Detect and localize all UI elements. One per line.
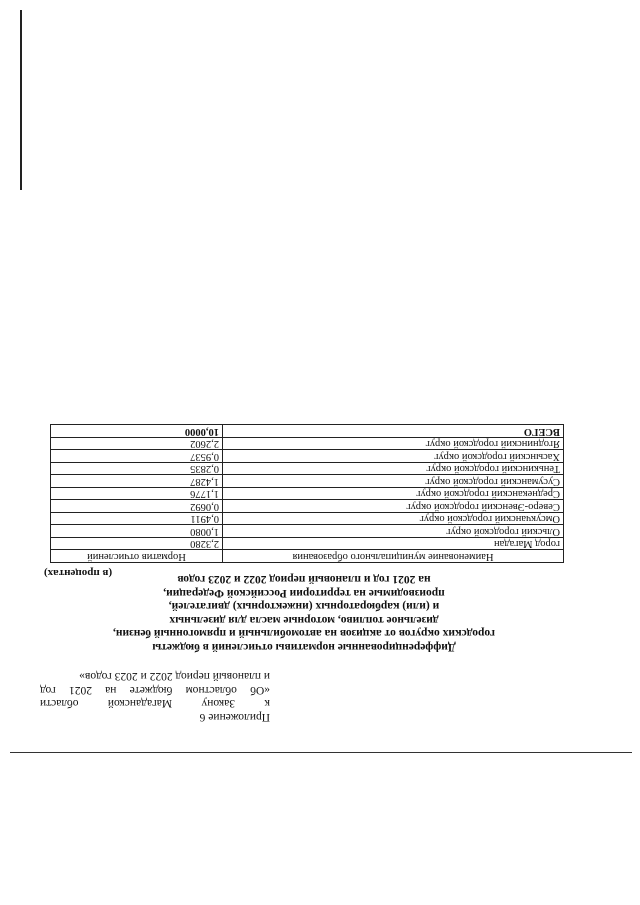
appendix-label: Приложение 6 [199, 711, 270, 723]
norm-value: 0,9537 [51, 450, 223, 463]
municipality-name: Северо-Эвенский городской округ [223, 500, 564, 513]
title-line: и (или) карбюраторных (инжекторных) двигателей, [168, 600, 440, 613]
municipality-name: Сусуманский городской округ [223, 475, 564, 488]
table-row [51, 500, 564, 513]
title-line: на 2021 год и плановый период 2022 и 2023 годов [177, 573, 431, 586]
table-row [51, 463, 564, 476]
norm-value: 0,4911 [51, 513, 223, 526]
total-value: 10,0000 [51, 425, 223, 438]
table-row [51, 525, 564, 538]
header-municipality: Наименование муниципального образования [223, 550, 564, 563]
header-norm: Норматив отчислений [51, 550, 223, 563]
document-title [40, 571, 568, 653]
norm-value: 0,2835 [51, 463, 223, 476]
table-header-row [51, 550, 564, 563]
total-label: ВСЕГО [223, 425, 564, 438]
appendix-line-1: к Закону Магаданской области [40, 697, 270, 710]
norm-value: 2,2602 [51, 438, 223, 451]
title-line: Дифференцированные нормативы отчислений в бюджеты [152, 641, 456, 653]
title-line: производимые на территории Российской Федерации, [163, 586, 445, 599]
table-row [51, 488, 564, 501]
norms-table [50, 425, 564, 564]
norm-value: 1,1776 [51, 488, 223, 501]
norm-value: 1,4287 [51, 475, 223, 488]
municipality-name: Омсукчанский городской округ [223, 513, 564, 526]
norm-value: 0,0692 [51, 500, 223, 513]
municipality-name: Хасынский городской округ [223, 450, 564, 463]
title-line: дизельное топливо, моторные масла для дизельных [169, 613, 439, 626]
municipality-name: Ягоднинский городской округ [223, 438, 564, 451]
norm-value: 2,3280 [51, 538, 223, 551]
norm-value: 1,0080 [51, 525, 223, 538]
municipality-name: Среднеканский городской округ [223, 488, 564, 501]
appendix-reference [40, 669, 270, 723]
municipality-name: город Магадан [223, 538, 564, 551]
table-total-row [51, 425, 564, 438]
appendix-line-3: и плановый период 2022 и 2023 годов» [79, 670, 270, 683]
scan-margin-mark [20, 10, 22, 190]
scan-fold-line [10, 752, 632, 753]
table-row [51, 475, 564, 488]
table-row [51, 513, 564, 526]
document-page [40, 378, 568, 723]
table-row [51, 450, 564, 463]
units-note: (в процентах) [44, 567, 113, 579]
municipality-name: Тенькинский городской округ [223, 463, 564, 476]
table-row [51, 438, 564, 451]
table-row [51, 538, 564, 551]
appendix-line-2: «Об областном бюджете на 2021 год [40, 684, 270, 696]
title-line: городских округов от акцизов на автомобильный и прямогонный бензин, [112, 627, 496, 640]
municipality-name: Ольский городской округ [223, 525, 564, 538]
